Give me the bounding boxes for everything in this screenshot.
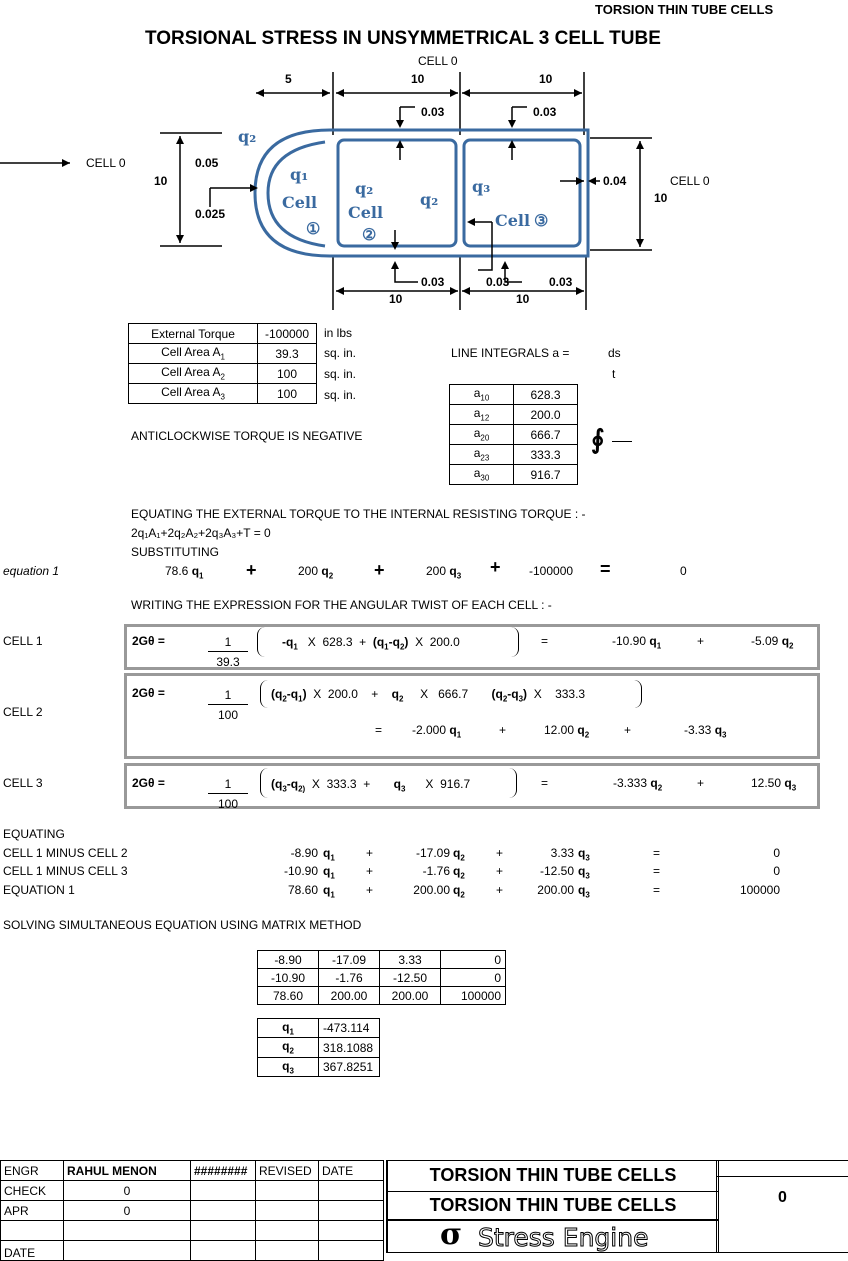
plus-sign: + bbox=[246, 560, 257, 580]
cell3-label: CELL 3 bbox=[3, 776, 43, 790]
cell2-result1: -2.000 $q_1$ bbox=[412, 723, 462, 740]
input-label: Cell Area $A_1$ bbox=[129, 344, 258, 364]
plus-sign: + bbox=[490, 557, 501, 577]
table-row: $a_{12}$ 200.0 bbox=[450, 405, 578, 425]
table-row: -8.90 -17.09 3.33 0 bbox=[258, 951, 506, 969]
cell2-box: 2Gθ = $\frac{1}{100}$ $(q_2-q_1)$ X 200.0 + $q_2$ X 666.7 $(q_2-q_3)$ X 333.3 = -2.000 $q_1$ + 12.00 $q_2$ + -3.33 $q_3$ bbox=[124, 673, 820, 759]
svg-text:Cell: Cell bbox=[348, 203, 384, 222]
cell0-right-label: CELL 0 bbox=[670, 174, 710, 188]
dim-5: 5 bbox=[285, 72, 292, 86]
twist-heading: WRITING THE EXPRESSION FOR THE ANGULAR TWIST OF EACH CELL : - bbox=[131, 598, 552, 612]
cell2-result2: 12.00 $q_2$ bbox=[544, 723, 590, 740]
unit-torque: in lbs bbox=[324, 326, 353, 340]
cell3-lhs: 2Gθ = bbox=[132, 776, 165, 790]
cell1-box: 2Gθ = $\frac{1}{39.3}$ $-q_1$ X $628.3 + (q_1-q_2)$ X 200.0 = -10.90 $q_1$ + -5.09 $q_2$ bbox=[124, 624, 820, 670]
equating-heading: EQUATING THE EXTERNAL TORQUE TO THE INTERNAL RESISTING TORQUE : - bbox=[131, 507, 586, 521]
title-line-2: TORSION THIN TUBE CELLS bbox=[429, 1195, 677, 1215]
table-row bbox=[129, 364, 317, 384]
inputs-table bbox=[128, 323, 317, 404]
results-table bbox=[257, 1018, 380, 1077]
svg-text:q₂: q₂ bbox=[420, 190, 439, 209]
svg-text:Cell: Cell bbox=[495, 211, 531, 230]
dim-10-top-b: 10 bbox=[539, 72, 553, 86]
equals-sign: = bbox=[600, 559, 611, 579]
cell3-fraction: $\frac{1}{100}$ bbox=[208, 777, 248, 811]
cell2-fraction: $\frac{1}{100}$ bbox=[208, 688, 248, 722]
dim-10-bot-a: 10 bbox=[389, 292, 403, 306]
integral-divider bbox=[612, 441, 632, 442]
unit-a2: sq. in. bbox=[324, 367, 357, 381]
cell1-label: CELL 1 bbox=[3, 634, 43, 648]
line-integrals-table bbox=[449, 384, 578, 485]
t-bot-c: 0.03 bbox=[549, 275, 573, 289]
t-bot-b: 0.03 bbox=[486, 275, 510, 289]
cell3-box: 2Gθ = $\frac{1}{100}$ ($q_3-q_{2)}$ X 333.3 + $q_3$ X 916.7 = -3.333 $q_2$ + 12.50 $q_3$ bbox=[124, 763, 820, 809]
sheet-number: 0 bbox=[778, 1189, 787, 1206]
table-row bbox=[129, 384, 317, 404]
cell1-fraction: $\frac{1}{39.3}$ bbox=[208, 635, 248, 669]
svg-text:③: ③ bbox=[534, 211, 549, 230]
svg-text:②: ② bbox=[362, 225, 377, 244]
brand-logo: Stress Engine bbox=[478, 1223, 649, 1252]
cell0-left-label: CELL 0 bbox=[86, 156, 126, 170]
contour-integral-icon: ∮ bbox=[591, 424, 605, 454]
sheet-tag: TORSION THIN TUBE CELLS bbox=[595, 2, 774, 17]
unit-a3: sq. in. bbox=[324, 388, 357, 402]
svg-text:Cell: Cell bbox=[282, 193, 318, 212]
table-row: -10.90 -1.76 -12.50 0 bbox=[258, 969, 506, 987]
table-row bbox=[129, 344, 317, 364]
cell2-lhs: 2Gθ = bbox=[132, 686, 165, 700]
svg-text:①: ① bbox=[306, 219, 321, 238]
t-bot-a: 0.03 bbox=[421, 275, 445, 289]
input-value[interactable]: 100 bbox=[258, 364, 317, 384]
signoff-table: ENGR RAHUL MENON ######## REVISED DATE CHECK 0 APR 0 DATE bbox=[0, 1160, 384, 1261]
cell3-result2: 12.50 $q_3$ bbox=[751, 776, 797, 793]
substituting-label: SUBSTITUTING bbox=[131, 545, 220, 559]
input-value[interactable]: 100 bbox=[258, 384, 317, 404]
table-row: $q_2$ 318.1088 bbox=[258, 1038, 380, 1057]
table-row: $q_1$ -473.114 bbox=[258, 1019, 380, 1038]
table-row: $q_3$ 367.8251 bbox=[258, 1057, 380, 1076]
sketch-q1-label: q₂ bbox=[238, 127, 257, 146]
matrix-table bbox=[257, 950, 506, 1005]
input-label: Cell Area $A_3$ bbox=[129, 384, 258, 404]
dim-10-bot-b: 10 bbox=[516, 292, 530, 306]
ds-label: ds bbox=[608, 346, 621, 360]
system-heading: EQUATING bbox=[3, 827, 65, 841]
input-value[interactable]: -100000 bbox=[258, 324, 317, 344]
tube-sketch bbox=[0, 60, 848, 310]
height-right: 10 bbox=[654, 191, 668, 205]
cell2-result3: -3.33 $q_3$ bbox=[684, 723, 727, 740]
table-row: $a_{30}$ 916.7 bbox=[450, 465, 578, 485]
table-row: $a_{20}$ 666.7 bbox=[450, 425, 578, 445]
line-integrals-label: LINE INTEGRALS a = bbox=[451, 346, 570, 360]
cell1-result2: -5.09 $q_2$ bbox=[751, 634, 794, 651]
table-row bbox=[129, 324, 317, 344]
page-title: TORSIONAL STRESS IN UNSYMMETRICAL 3 CELL TUBE bbox=[145, 28, 661, 49]
t-025: 0.025 bbox=[195, 207, 226, 221]
table-row: $a_{23}$ 333.3 bbox=[450, 445, 578, 465]
cell3-result1: -3.333 $q_2$ bbox=[613, 776, 663, 793]
anticlockwise-note: ANTICLOCKWISE TORQUE IS NEGATIVE bbox=[131, 429, 363, 443]
table-row: $a_{10}$ 628.3 bbox=[450, 385, 578, 405]
cell2-label: CELL 2 bbox=[3, 705, 43, 719]
t-04: 0.04 bbox=[603, 174, 627, 188]
dim-10-top-a: 10 bbox=[411, 72, 425, 86]
eq1-term1: 78.6 $q_1$ bbox=[165, 564, 204, 581]
cell0-top-label: CELL 0 bbox=[418, 54, 458, 68]
title-line-1: TORSION THIN TUBE CELLS bbox=[429, 1165, 677, 1185]
torque-formula: 2q₁A₁+2q₂A₂+2q₃A₃+T = 0 bbox=[131, 526, 271, 540]
input-label: Cell Area $A_2$ bbox=[129, 364, 258, 384]
eq1-rhs: 0 bbox=[680, 564, 687, 578]
t-top-a: 0.03 bbox=[421, 105, 445, 119]
input-label: External Torque bbox=[129, 324, 258, 344]
svg-text:q₃: q₃ bbox=[472, 177, 491, 196]
t-05: 0.05 bbox=[195, 156, 219, 170]
t-top-b: 0.03 bbox=[533, 105, 557, 119]
input-value[interactable]: 39.3 bbox=[258, 344, 317, 364]
eq1-term2: 200 $q_2$ bbox=[298, 564, 334, 581]
unit-a1: sq. in. bbox=[324, 346, 357, 360]
t-label: t bbox=[612, 367, 616, 381]
table-row: 78.60 200.00 200.00 100000 bbox=[258, 987, 506, 1005]
sketch-q2-label: q₂ bbox=[355, 179, 374, 198]
equation1-label: equation 1 bbox=[3, 564, 60, 578]
height-left: 10 bbox=[154, 174, 168, 188]
matrix-heading: SOLVING SIMULTANEOUS EQUATION USING MATRIX METHOD bbox=[3, 918, 362, 932]
brand-sigma-icon: σ bbox=[440, 1217, 463, 1252]
eq1-const: -100000 bbox=[529, 564, 574, 578]
cell1-lhs: 2Gθ = bbox=[132, 634, 165, 648]
sketch-q1-inner: q₁ bbox=[290, 165, 309, 184]
cell1-result1: -10.90 $q_1$ bbox=[612, 634, 662, 651]
eq1-term3: 200 $q_3$ bbox=[426, 564, 462, 581]
plus-sign: + bbox=[374, 560, 385, 580]
